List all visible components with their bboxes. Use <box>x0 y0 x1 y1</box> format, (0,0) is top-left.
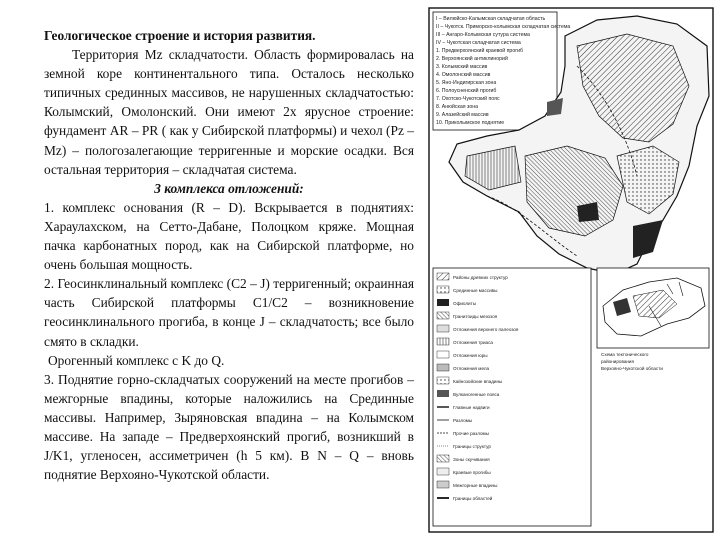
legend-item: II – Чукотск. Приморско-колымская складчатая система <box>436 24 571 30</box>
legend-item: Офиолиты <box>453 301 477 306</box>
legend-item: I – Вилюйско-Калымская складчатая область <box>436 16 546 22</box>
legend-item: 3. Колымский массив <box>436 64 488 70</box>
legend-item: 1. Предверхоянский краевой прогиб <box>436 48 523 54</box>
inset-caption: Верхояно-Чукотской области <box>601 366 663 371</box>
paragraph-complex-3: 3. Поднятие горно-складчатых сооружений на месте прогибов – межгорные впадины, которые наложились на Срединные массивы. Например, Зыряновская впадина – на Колымском массиве. На западе – Предверхоянский прогиб, возникший в J/K1, угленосен, ассиметричен (h 5 км). В N – Q – вновь поднятие Верхояно-Чукотской области. <box>44 371 414 483</box>
document-text <box>44 26 414 484</box>
legend-item: Отложения триаса <box>453 340 493 345</box>
map-legend-bottom <box>433 268 591 526</box>
legend-item: Отложения верхнего палеозоя <box>453 327 519 332</box>
paragraph-complex-1: 1. комплекс основания (R – D). Вскрывается в поднятиях: Хараулахском, на Сетто-Дабане, Полоцком кряже. Мощная пачка карбонатных пород, как на Сибирской платформе, но очень большая мощность. <box>44 199 414 273</box>
legend-item: Границы областей <box>453 496 493 501</box>
tectonic-map <box>427 6 715 534</box>
paragraph-complex-2: 2. Геосинклинальный комплекс (C2 – J) терригенный; окраинная часть Сибирской платформы C1/C2 – возникновение геосинклинального прогиба, в конце J – складчатость; все было смято в складки. <box>44 276 414 349</box>
legend-item: 2. Верхоянский антиклинорий <box>436 56 508 62</box>
legend-item: 5. Яно-Индигирская зона <box>436 80 497 86</box>
legend-item: 4. Омолонский массив <box>436 72 491 78</box>
legend-item: 10. Приколымское поднятие <box>436 120 505 126</box>
legend-item: Гранитоиды мезозоя <box>453 314 498 319</box>
inset-caption: Схема тектонического <box>601 352 649 357</box>
legend-item: Вулканогенные пояса <box>453 392 500 397</box>
legend-item: 8. Анюйская зона <box>436 104 478 110</box>
legend-item: Границы структур <box>453 444 491 449</box>
legend-item: IV – Чукотская складчатая система <box>436 40 521 46</box>
legend-item: Прочие разломы <box>453 431 489 436</box>
legend-item: Главные надвиги <box>453 405 490 410</box>
legend-item: Отложения юры <box>453 353 488 358</box>
legend-item: Разломы <box>453 418 473 423</box>
legend-item: Зоны скучивания <box>453 457 490 462</box>
legend-item: 6. Полоусненский прогиб <box>436 88 497 94</box>
legend-item: 7. Охотско-Чукотский пояс <box>436 96 500 102</box>
legend-item: III – Ангаро-Колымская сутура система <box>436 32 530 38</box>
legend-item: Краевые прогибы <box>453 470 491 475</box>
section-heading: 3 комплекса отложений: <box>154 180 304 196</box>
paragraph-orogenic: Орогенный комплекс с K до Q. <box>48 352 225 368</box>
legend-item: Кайнозойские впадины <box>453 379 503 384</box>
document-title: Геологическое строение и история развития. <box>44 28 316 43</box>
tectonic-map-figure <box>427 6 715 534</box>
legend-item: Межгорные впадины <box>453 483 498 488</box>
legend-item: Отложения мела <box>453 366 490 371</box>
legend-item: Районы древних структур <box>453 275 508 280</box>
inset-caption: районирования <box>601 359 634 364</box>
legend-item: Срединные массивы <box>453 288 498 293</box>
legend-item: 9. Алазейский массив <box>436 112 489 118</box>
paragraph-intro: Территория Mz складчатости. Область формировалась на земной коре континентального типа. Осталось несколько типичных срединных массивов, не нарушенных складчатостью: Колымский, Омолонский. Они имеют 2х ярусное строение: фундамент AR – PR ( как у Сибирской платформы) и чехол (Pz –Mz) – пологозалегающие терригенные и морские осадки. Вся остальная территория – складчатая система. <box>44 47 414 177</box>
